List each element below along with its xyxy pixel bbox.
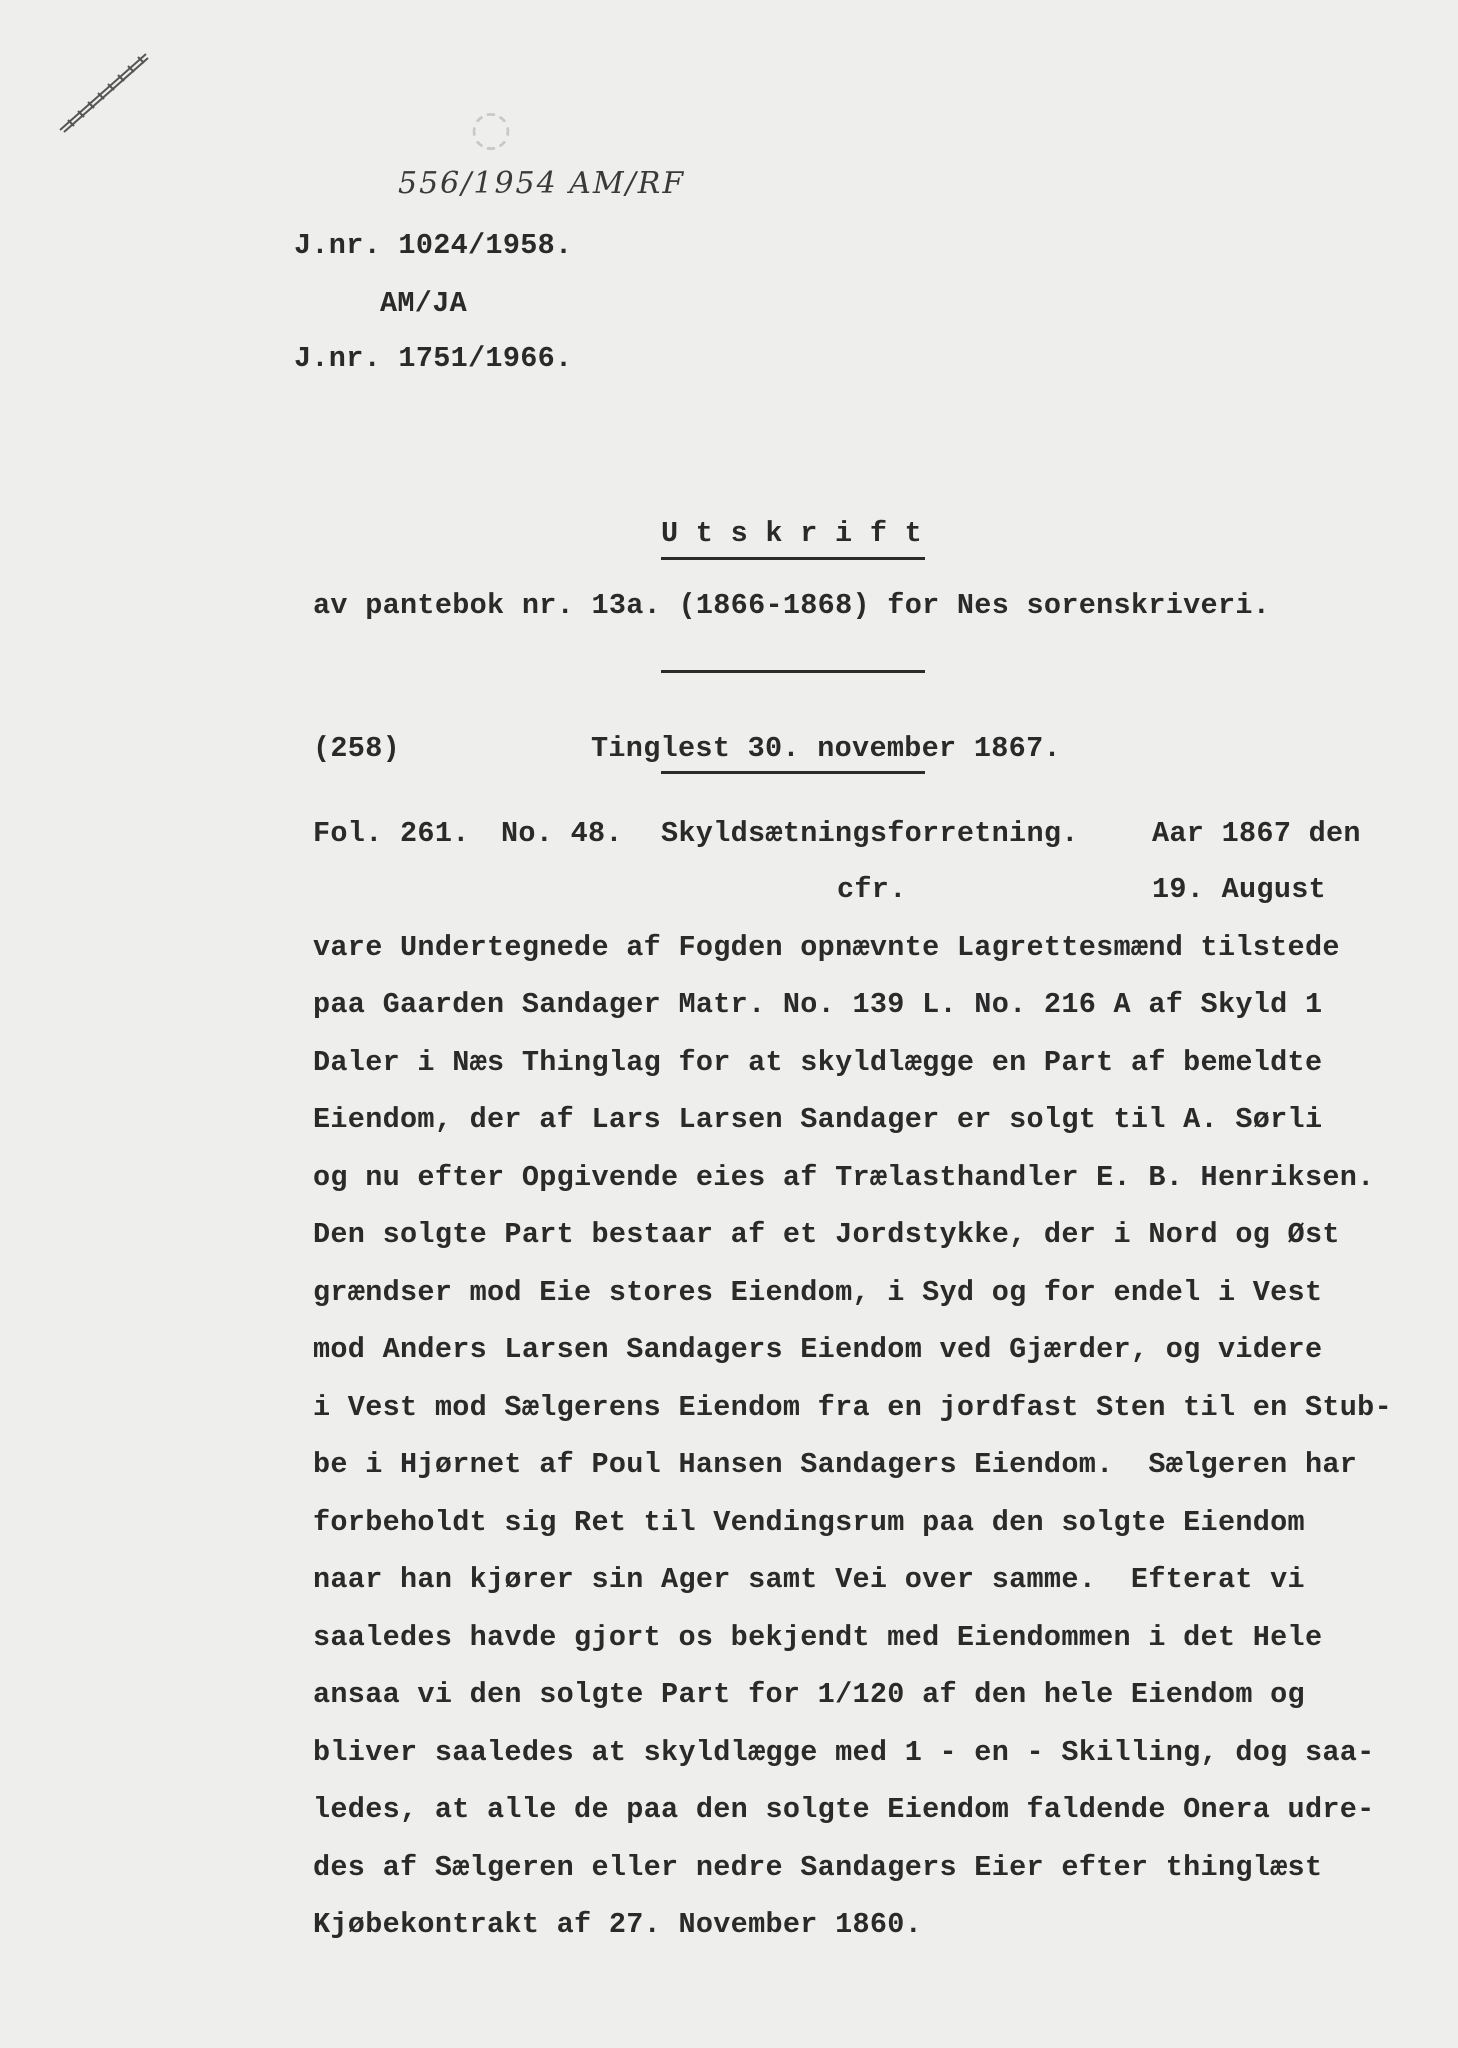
body-line: paa Gaarden Sandager Matr. No. 139 L. No. 216 A af Skyld 1: [313, 988, 1323, 1021]
body-line: vare Undertegnede af Fogden opnævnte Lagrettesmænd tilstede: [313, 931, 1340, 964]
body-line: ledes, at alle de paa den solgte Eiendom faldende Onera udre-: [313, 1793, 1375, 1826]
title-underline: [661, 557, 925, 560]
folio-number: Fol. 261.: [313, 817, 470, 850]
body-line: saaledes havde gjort os bekjendt med Eiendommen i det Hele: [313, 1621, 1323, 1654]
entry-no: No. 48.: [501, 817, 623, 850]
body-line: Kjøbekontrakt af 27. November 1860.: [313, 1908, 923, 1941]
tinglest-date: Tinglest 30. november 1867.: [591, 732, 1061, 765]
body-line: Den solgte Part bestaar af et Jordstykke, der i Nord og Øst: [313, 1218, 1340, 1251]
record-date-line-2: 19. August: [1152, 873, 1327, 906]
journal-number-1: J.nr. 1024/1958.: [294, 229, 573, 262]
handwritten-reference: 556/1954 AM/RF: [398, 166, 686, 201]
record-type: Skyldsætningsforretning.: [661, 817, 1079, 850]
document-title: U t s k r i f t: [661, 517, 923, 550]
body-line: Eiendom, der af Lars Larsen Sandager er solgt til A. Sørli: [313, 1103, 1323, 1136]
entry-number: (258): [313, 732, 401, 765]
body-line: naar han kjører sin Ager samt Vei over samme. Efterat vi: [313, 1563, 1305, 1596]
body-line: be i Hjørnet af Poul Hansen Sandagers Eiendom. Sælgeren har: [313, 1448, 1358, 1481]
record-date-line-1: Aar 1867 den: [1152, 817, 1361, 850]
body-line: Daler i Næs Thinglag for at skyldlægge en Part af bemeldte: [313, 1046, 1323, 1079]
body-line: forbeholdt sig Ret til Vendingsrum paa den solgte Eiendom: [313, 1506, 1305, 1539]
body-line: bliver saaledes at skyldlægge med 1 - en - Skilling, dog saa-: [313, 1736, 1375, 1769]
body-line: og nu efter Opgivende eies af Trælasthandler E. B. Henriksen.: [313, 1161, 1375, 1194]
binding-staple-marks: [58, 50, 150, 134]
body-line: ansaa vi den solgte Part for 1/120 af den hele Eiendom og: [313, 1678, 1305, 1711]
cfr-label: cfr.: [837, 873, 907, 906]
tinglest-underline: [661, 771, 925, 774]
body-line: grændser mod Eie stores Eiendom, i Syd og for endel i Vest: [313, 1276, 1323, 1309]
body-line: i Vest mod Sælgerens Eiendom fra en jordfast Sten til en Stub-: [313, 1391, 1392, 1424]
body-line: mod Anders Larsen Sandagers Eiendom ved Gjærder, og videre: [313, 1333, 1323, 1366]
body-line: des af Sælgeren eller nedre Sandagers Eier efter thinglæst: [313, 1851, 1323, 1884]
journal-number-2: J.nr. 1751/1966.: [294, 342, 573, 375]
document-subtitle: av pantebok nr. 13a. (1866-1868) for Nes sorenskriveri.: [313, 589, 1271, 622]
faint-stamp-mark: ◌: [470, 100, 512, 156]
section-divider: [661, 670, 925, 673]
initials-line: AM/JA: [380, 287, 468, 320]
